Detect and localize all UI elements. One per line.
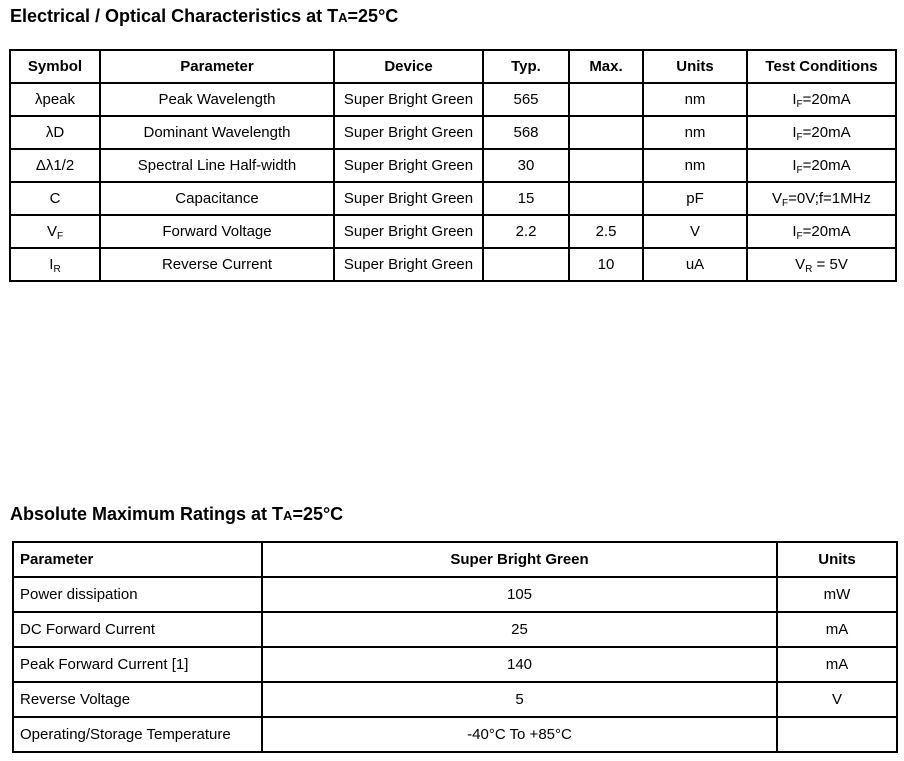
symbol-subscript: F <box>56 231 64 242</box>
cell-parameter: Dominant Wavelength <box>100 116 334 149</box>
condition-subscript: R <box>805 264 813 275</box>
cell-units <box>777 717 897 752</box>
condition-text: =20mA <box>802 223 851 240</box>
cell-device: Super Bright Green <box>334 149 483 182</box>
table-row <box>13 682 897 717</box>
cell-symbol <box>10 215 100 248</box>
title-subscript: A <box>338 10 348 25</box>
header-units: Units <box>777 542 897 577</box>
condition-text: I <box>792 124 797 141</box>
cell-typ: 30 <box>483 149 569 182</box>
header-device: Device <box>334 50 483 83</box>
condition-subscript: F <box>796 165 803 176</box>
header-parameter: Parameter <box>13 542 262 577</box>
electrical-characteristics-table <box>9 49 897 282</box>
header-device: Super Bright Green <box>262 542 777 577</box>
cell-test-conditions <box>747 149 896 182</box>
cell-test-conditions <box>747 83 896 116</box>
cell-symbol <box>10 83 100 116</box>
cell-units: pF <box>643 182 747 215</box>
cell-parameter: Peak Forward Current [1] <box>13 647 262 682</box>
cell-units: uA <box>643 248 747 281</box>
cell-units: nm <box>643 116 747 149</box>
table-row <box>13 612 897 647</box>
cell-value: -40°C To +85°C <box>262 717 777 752</box>
absolute-maximum-ratings-title <box>10 504 343 525</box>
cell-device: Super Bright Green <box>334 215 483 248</box>
condition-subscript: F <box>796 99 803 110</box>
condition-text: =0V;f=1MHz <box>788 190 871 207</box>
condition-subscript: F <box>796 231 803 242</box>
condition-text: I <box>792 91 797 108</box>
symbol-text: C <box>49 190 61 207</box>
cell-parameter: Forward Voltage <box>100 215 334 248</box>
cell-symbol <box>10 248 100 281</box>
table-header-row <box>13 542 897 577</box>
cell-max: 2.5 <box>569 215 643 248</box>
table-header-row <box>10 50 896 83</box>
cell-parameter: Spectral Line Half-width <box>100 149 334 182</box>
table-row <box>13 647 897 682</box>
condition-text: V <box>772 190 783 207</box>
condition-text: =20mA <box>802 157 851 174</box>
title-text: Absolute Maximum Ratings at T <box>10 504 284 524</box>
title-subscript: A <box>283 508 293 523</box>
cell-typ: 15 <box>483 182 569 215</box>
cell-units: mW <box>777 577 897 612</box>
symbol-text: λpeak <box>34 91 76 108</box>
header-test-conditions: Test Conditions <box>747 50 896 83</box>
cell-parameter: Peak Wavelength <box>100 83 334 116</box>
header-parameter: Parameter <box>100 50 334 83</box>
cell-symbol <box>10 182 100 215</box>
cell-units: mA <box>777 647 897 682</box>
cell-test-conditions <box>747 182 896 215</box>
cell-symbol <box>10 149 100 182</box>
table-row <box>10 182 896 215</box>
cell-value: 5 <box>262 682 777 717</box>
header-max: Max. <box>569 50 643 83</box>
table-row <box>10 149 896 182</box>
cell-typ: 2.2 <box>483 215 569 248</box>
symbol-text: Δλ1/2 <box>35 157 75 174</box>
cell-device: Super Bright Green <box>334 83 483 116</box>
cell-device: Super Bright Green <box>334 248 483 281</box>
header-symbol: Symbol <box>10 50 100 83</box>
cell-test-conditions <box>747 215 896 248</box>
cell-typ: 565 <box>483 83 569 116</box>
cell-test-conditions <box>747 116 896 149</box>
cell-typ: 568 <box>483 116 569 149</box>
cell-units: mA <box>777 612 897 647</box>
condition-text: = 5V <box>812 256 848 273</box>
cell-test-conditions <box>747 248 896 281</box>
table-row <box>13 717 897 752</box>
absolute-maximum-ratings-table <box>12 541 898 753</box>
cell-units: V <box>777 682 897 717</box>
condition-subscript: F <box>796 132 803 143</box>
header-typ: Typ. <box>483 50 569 83</box>
header-units: Units <box>643 50 747 83</box>
symbol-text: I <box>49 256 54 273</box>
condition-text: V <box>795 256 806 273</box>
table-row <box>10 116 896 149</box>
cell-units: nm <box>643 83 747 116</box>
cell-parameter: DC Forward Current <box>13 612 262 647</box>
cell-max <box>569 182 643 215</box>
cell-parameter: Reverse Voltage <box>13 682 262 717</box>
symbol-subscript: R <box>53 264 61 275</box>
cell-units: V <box>643 215 747 248</box>
cell-device: Super Bright Green <box>334 116 483 149</box>
cell-symbol <box>10 116 100 149</box>
title-tail: =25°C <box>347 6 399 26</box>
condition-text: =20mA <box>802 124 851 141</box>
cell-parameter: Reverse Current <box>100 248 334 281</box>
table-row <box>10 215 896 248</box>
cell-parameter: Capacitance <box>100 182 334 215</box>
cell-units: nm <box>643 149 747 182</box>
cell-parameter: Operating/Storage Temperature <box>13 717 262 752</box>
table-row <box>10 83 896 116</box>
table-row <box>13 577 897 612</box>
cell-value: 25 <box>262 612 777 647</box>
title-text: Electrical / Optical Characteristics at T <box>10 6 339 26</box>
cell-device: Super Bright Green <box>334 182 483 215</box>
table-row <box>10 248 896 281</box>
cell-value: 140 <box>262 647 777 682</box>
cell-parameter: Power dissipation <box>13 577 262 612</box>
symbol-text: V <box>46 223 57 240</box>
condition-text: =20mA <box>802 91 851 108</box>
symbol-text: λD <box>45 124 65 141</box>
condition-subscript: F <box>782 198 789 209</box>
cell-typ <box>483 248 569 281</box>
cell-max <box>569 83 643 116</box>
cell-max <box>569 149 643 182</box>
cell-max <box>569 116 643 149</box>
title-tail: =25°C <box>292 504 344 524</box>
electrical-characteristics-title <box>10 6 398 27</box>
cell-value: 105 <box>262 577 777 612</box>
condition-text: I <box>792 157 797 174</box>
cell-max: 10 <box>569 248 643 281</box>
condition-text: I <box>792 223 797 240</box>
